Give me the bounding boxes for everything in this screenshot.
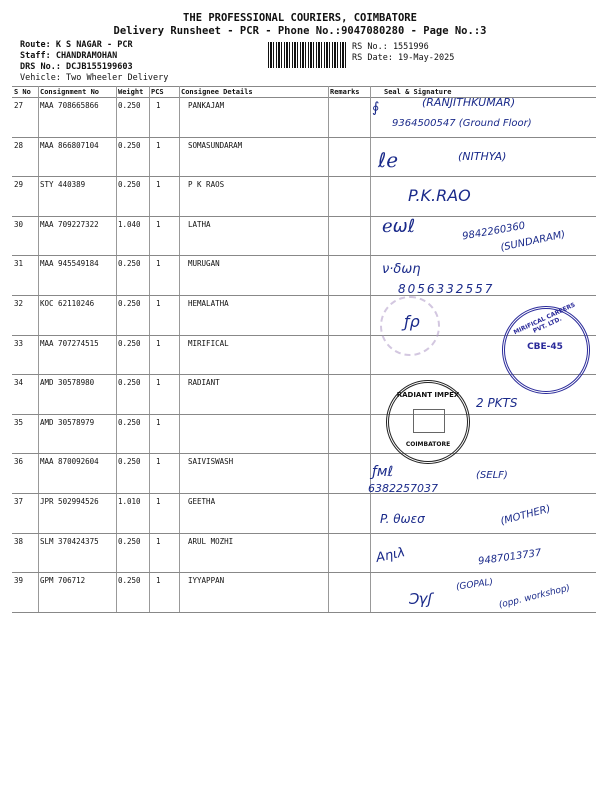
handwriting-r36-phone: 6382257037 [368, 482, 438, 495]
row-weight: 0.250 [118, 299, 141, 308]
row-pcs: 1 [156, 219, 161, 229]
row-sno: 30 [14, 219, 24, 229]
row-consignment-no: KOC 62110246 [40, 299, 95, 308]
row-pcs: 1 [156, 140, 161, 150]
row-weight: 0.250 [118, 338, 141, 348]
row-consignee: SOMASUNDARAM [188, 140, 243, 150]
faded-seal-r32 [380, 296, 440, 356]
rs-number: RS No.: 1551996 [352, 42, 429, 52]
handwriting-r28-name: (NITHYA) [458, 150, 507, 163]
row-sno: 29 [14, 180, 24, 190]
vehicle-label: Vehicle: Two Wheeler Delivery [20, 73, 169, 83]
row-pcs: 1 [156, 378, 161, 388]
rs-date: RS Date: 19-May-2025 [352, 53, 455, 63]
row-consignment-no: MAA 945549184 [40, 259, 99, 269]
row-consignment-no: JPR 502994526 [40, 497, 99, 506]
row-sno: 37 [14, 497, 24, 506]
handwriting-r27-name: (RANJITHKUMAR) [422, 96, 516, 109]
signature-r30: ℯωℓ [382, 216, 416, 237]
row-weight: 0.250 [118, 536, 141, 546]
row-weight: 0.250 [118, 417, 141, 427]
handwriting-r37: (MOTHER) [499, 503, 552, 528]
row-pcs: 1 [156, 299, 161, 308]
row-consignee: RADIANT [188, 378, 220, 388]
row-pcs: 1 [156, 576, 161, 586]
row-consignment-no: MAA 708665866 [40, 101, 99, 110]
runsheet-subtitle: Delivery Runsheet - PCR - Phone No.:9047080280 - Page No.:3 [113, 25, 487, 37]
row-consignee: SAIVISWASH [188, 457, 234, 467]
row-sno: 33 [14, 338, 24, 348]
row-sno: 36 [14, 457, 24, 467]
col-pcs: PCS [151, 88, 164, 96]
row-consignee: ARUL MOZHI [188, 536, 234, 546]
row-sno: 39 [14, 576, 24, 586]
drs-label: DRS No.: DCJB155199603 [20, 62, 133, 72]
barcode [268, 42, 346, 68]
seal-mirifical-name: MIRIFICAL CAREERS PVT. LTD. [512, 301, 577, 337]
row-pcs: 1 [156, 497, 161, 506]
row-weight: 0.250 [118, 457, 141, 467]
seal-radiant-city: COIMBATORE [405, 441, 451, 448]
col-consignment: Consignment No [40, 88, 100, 96]
row-consignee: PANKAJAM [188, 101, 225, 110]
row-weight: 0.250 [118, 378, 141, 388]
row-weight: 1.040 [118, 219, 141, 229]
signature-r36: ƒмℓ [372, 464, 394, 480]
signature-r38: Αηιλ [374, 545, 407, 566]
row-weight: 0.250 [118, 259, 141, 269]
handwriting-r29: P.K.RAO [408, 186, 471, 205]
handwriting-r35: 2 PKTS [476, 396, 518, 410]
col-remarks: Remarks [330, 88, 360, 96]
row-consignment-no: AMD 30578980 [40, 378, 95, 388]
row-consignment-no: MAA 709227322 [40, 219, 99, 229]
signature-r28: ℓℯ [378, 148, 399, 172]
seal-radiant [386, 380, 470, 464]
col-seal-signature: Seal & Signature [384, 88, 452, 96]
signature-r31: ν·δωη [382, 262, 421, 277]
row-pcs: 1 [156, 338, 161, 348]
row-pcs: 1 [156, 259, 161, 269]
row-pcs: 1 [156, 101, 161, 110]
row-consignee: MIRIFICAL [188, 338, 229, 348]
row-consignee: MURUGAN [188, 259, 220, 269]
row-sno: 31 [14, 259, 24, 269]
row-consignee: P K RAOS [188, 180, 225, 190]
col-sno: S No [14, 88, 31, 96]
row-consignee: IYYAPPAN [188, 576, 225, 586]
row-consignment-no: SLM 370424375 [40, 536, 99, 546]
row-consignment-no: MAA 870092604 [40, 457, 99, 467]
row-weight: 0.250 [118, 180, 141, 190]
seal-mirifical-code: CBE-45 [527, 342, 563, 352]
row-weight: 0.250 [118, 101, 141, 110]
row-sno: 35 [14, 417, 24, 427]
row-pcs: 1 [156, 457, 161, 467]
handwriting-r38: 9487013737 [477, 547, 543, 568]
row-consignee: LATHA [188, 219, 211, 229]
row-weight: 0.250 [118, 576, 141, 586]
row-consignment-no: MAA 707274515 [40, 338, 99, 348]
seal-mirifical [502, 301, 590, 394]
signature-r32: ƒρ [404, 312, 420, 331]
row-sno: 34 [14, 378, 24, 388]
row-weight: 0.250 [118, 140, 141, 150]
row-consignment-no: MAA 866807104 [40, 140, 99, 150]
row-consignment-no: AMD 30578979 [40, 417, 95, 427]
col-weight: Weight [118, 88, 144, 96]
row-pcs: 1 [156, 180, 161, 190]
row-sno: 28 [14, 140, 24, 150]
handwriting-r39-name: (GOPAL) [455, 577, 494, 593]
handwriting-r30-phone: 9842260360 [461, 220, 527, 243]
signature-r37: P. θωεσ [380, 512, 425, 526]
handwriting-r39-note: (opp. workshop) [497, 583, 572, 611]
row-sno: 32 [14, 299, 24, 308]
row-sno: 27 [14, 101, 24, 110]
staff-label: Staff: CHANDRAMOHAN [20, 51, 118, 61]
row-consignee: GEETHA [188, 497, 216, 506]
handwriting-r27-phone: 9364500547 (Ground Floor) [392, 118, 532, 129]
signature-r27: ∮ [372, 100, 380, 116]
row-pcs: 1 [156, 536, 161, 546]
row-pcs: 1 [156, 417, 161, 427]
row-consignment-no: GPM 706712 [40, 576, 86, 586]
handwriting-r36-self: (SELF) [476, 470, 508, 481]
handwriting-r31-phone: 8056332557 [398, 282, 495, 296]
col-consignee: Consignee Details [181, 88, 253, 96]
seal-radiant-name: RADIANT IMPEX [396, 391, 460, 399]
row-consignment-no: STY 440389 [40, 180, 86, 190]
signature-r39: Ɔγʃ [408, 590, 433, 608]
row-consignee: HEMALATHA [188, 299, 229, 308]
route-label: Route: K S NAGAR - PCR [20, 40, 133, 50]
row-sno: 38 [14, 536, 24, 546]
row-weight: 1.010 [118, 497, 141, 506]
handwriting-r30-name: (SUNDARAM) [499, 229, 567, 254]
company-name: THE PROFESSIONAL COURIERS, COIMBATORE [183, 12, 417, 24]
